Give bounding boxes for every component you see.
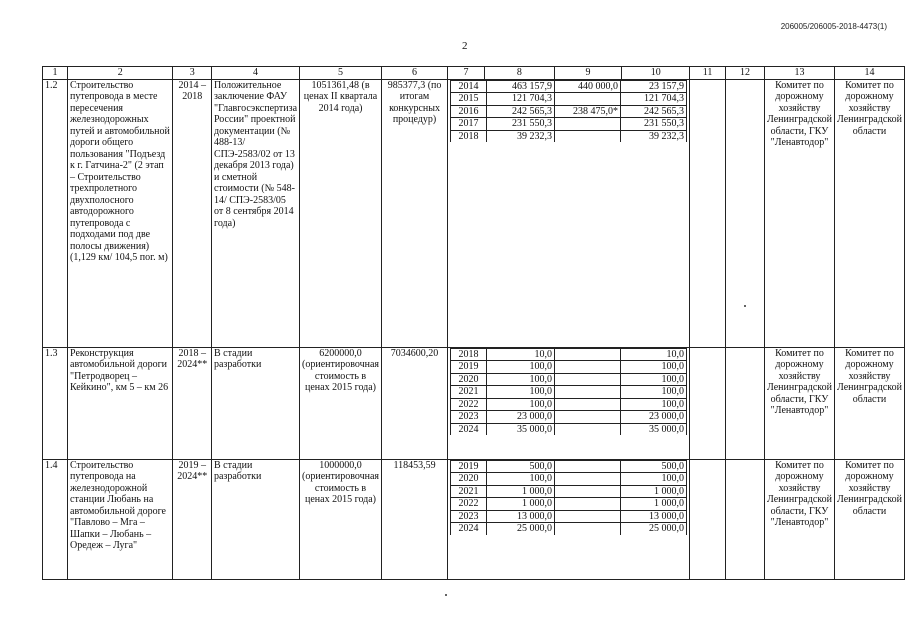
estimated-cost: 6200000,0 (ориентировочная стоимость в ценах 2015 года): [300, 347, 382, 459]
col-header: 2: [68, 67, 173, 80]
year-row: [451, 386, 687, 399]
federal-amount: [555, 485, 621, 498]
total-amount: 1 000,0: [487, 498, 555, 511]
regional-amount: 100,0: [621, 386, 687, 399]
scan-speck: [445, 594, 447, 596]
total-amount: 10,0: [487, 348, 555, 361]
object-name: Строительство путепровода в месте пересечения железнодорожных путей и автомобильной дороги общего пользования "Подъезд к г. Гатчина-2" (2 этап – Строительство трехпролетного двухполосного автодорожного путепровода с подходами под две полосы движения) (1,129 км/ 104,5 пог. м): [68, 79, 173, 347]
responsible-executor: Комитет по дорожному хозяйству Ленинградской области: [834, 79, 904, 347]
year-row: [451, 473, 687, 486]
year-cell: 2014: [451, 80, 487, 93]
total-amount: 100,0: [487, 398, 555, 411]
regional-amount: 100,0: [621, 398, 687, 411]
year-row: [451, 80, 687, 93]
year-cell: 2019: [451, 460, 487, 473]
estimated-cost: 1000000,0 (ориентировочная стоимость в ценах 2015 года): [300, 459, 382, 579]
state-customer: Комитет по дорожному хозяйству Ленинградской области, ГКУ "Ленавтодор": [764, 347, 834, 459]
year-cell: 2019: [451, 361, 487, 374]
total-amount: 25 000,0: [487, 523, 555, 535]
year-row: [451, 510, 687, 523]
col-header: 12: [726, 67, 765, 80]
yearly-financing: [448, 347, 690, 459]
col-header: 1: [43, 67, 68, 80]
estimated-cost: 1051361,48 (в ценах II квартала 2014 года): [300, 79, 382, 347]
implementation-period: 2019 – 2024**: [173, 459, 212, 579]
table-row: [43, 459, 905, 579]
contract-cost: 118453,59: [382, 459, 448, 579]
regional-amount: 121 704,3: [621, 93, 687, 106]
col-header: 9: [554, 67, 622, 80]
year-cell: 2024: [451, 523, 487, 535]
yearly-financing: [448, 459, 690, 579]
empty-cell: [690, 347, 726, 459]
state-customer: Комитет по дорожному хозяйству Ленинградской области, ГКУ "Ленавтодор": [764, 79, 834, 347]
federal-amount: [555, 348, 621, 361]
federal-amount: [555, 473, 621, 486]
empty-cell: [726, 459, 765, 579]
regional-amount: 500,0: [621, 460, 687, 473]
col-header: 10: [622, 67, 690, 80]
federal-amount: [555, 130, 621, 142]
federal-amount: 238 475,0*: [555, 105, 621, 118]
year-row: [451, 411, 687, 424]
row-number: 1.3: [43, 347, 68, 459]
federal-amount: [555, 373, 621, 386]
regional-amount: 23 000,0: [621, 411, 687, 424]
object-name: Строительство путепровода на железнодорожной станции Любань на автомобильной дороге "Павлово – Мга – Шапки – Любань – Оредеж – Луга": [68, 459, 173, 579]
year-row: [451, 93, 687, 106]
federal-amount: [555, 510, 621, 523]
col-header: 4: [211, 67, 299, 80]
design-status: В стадии разработки: [211, 347, 299, 459]
regional-amount: 242 565,3: [621, 105, 687, 118]
col-header: 11: [690, 67, 726, 80]
empty-cell: [690, 459, 726, 579]
total-amount: 39 232,3: [487, 130, 555, 142]
year-row: [451, 105, 687, 118]
year-cell: 2017: [451, 118, 487, 131]
object-name: Реконструкция автомобильной дороги "Петродворец – Кейкино", км 5 – км 26: [68, 347, 173, 459]
total-amount: 100,0: [487, 473, 555, 486]
regional-amount: 231 550,3: [621, 118, 687, 131]
col-header: 14: [834, 67, 904, 80]
state-customer: Комитет по дорожному хозяйству Ленинградской области, ГКУ "Ленавтодор": [764, 459, 834, 579]
year-row: [451, 118, 687, 131]
document-id: 206005/206005-2018-4473(1): [780, 22, 887, 31]
total-amount: 500,0: [487, 460, 555, 473]
total-amount: 100,0: [487, 361, 555, 374]
total-amount: 231 550,3: [487, 118, 555, 131]
page-number: 2: [462, 40, 468, 52]
regional-amount: 100,0: [621, 361, 687, 374]
year-cell: 2022: [451, 498, 487, 511]
federal-amount: [555, 498, 621, 511]
yearly-financing: [448, 79, 690, 347]
total-amount: 463 157,9: [487, 80, 555, 93]
year-cell: 2018: [451, 130, 487, 142]
table-row: [43, 79, 905, 347]
year-cell: 2023: [451, 411, 487, 424]
program-table: [42, 66, 905, 580]
federal-amount: [555, 460, 621, 473]
year-row: [451, 130, 687, 142]
implementation-period: 2018 – 2024**: [173, 347, 212, 459]
federal-amount: [555, 361, 621, 374]
col-header: 6: [382, 67, 448, 80]
year-cell: 2021: [451, 485, 487, 498]
contract-cost: 985377,3 (по итогам конкурсных процедур): [382, 79, 448, 347]
regional-amount: 35 000,0: [621, 423, 687, 435]
year-row: [451, 423, 687, 435]
year-cell: 2021: [451, 386, 487, 399]
federal-amount: [555, 118, 621, 131]
total-amount: 23 000,0: [487, 411, 555, 424]
responsible-executor: Комитет по дорожному хозяйству Ленинградской области: [834, 347, 904, 459]
col-header: 5: [300, 67, 382, 80]
federal-amount: [555, 411, 621, 424]
row-number: 1.2: [43, 79, 68, 347]
year-row: [451, 523, 687, 535]
year-row: [451, 361, 687, 374]
year-cell: 2015: [451, 93, 487, 106]
row-number: 1.4: [43, 459, 68, 579]
col-header: 3: [173, 67, 212, 80]
federal-amount: [555, 523, 621, 535]
regional-amount: 10,0: [621, 348, 687, 361]
year-cell: 2020: [451, 373, 487, 386]
regional-amount: 100,0: [621, 373, 687, 386]
total-amount: 100,0: [487, 373, 555, 386]
design-status: В стадии разработки: [211, 459, 299, 579]
regional-amount: 13 000,0: [621, 510, 687, 523]
table-row: [43, 347, 905, 459]
regional-amount: 39 232,3: [621, 130, 687, 142]
empty-cell: [726, 347, 765, 459]
total-amount: 35 000,0: [487, 423, 555, 435]
regional-amount: 25 000,0: [621, 523, 687, 535]
year-cell: 2016: [451, 105, 487, 118]
implementation-period: 2014 – 2018: [173, 79, 212, 347]
col-header: 7: [448, 67, 485, 80]
design-status: Положительное заключение ФАУ "Главгосэкспертиза России" проектной документации (№ 488-13/ СПЭ-2583/02 от 13 декабря 2013 года) и сметной стоимости (№ 548-14/ СПЭ-2583/05 от 8 сентября 2014 года): [211, 79, 299, 347]
year-row: [451, 485, 687, 498]
regional-amount: 23 157,9: [621, 80, 687, 93]
regional-amount: 100,0: [621, 473, 687, 486]
federal-amount: [555, 398, 621, 411]
column-number-row: [43, 67, 905, 80]
year-cell: 2023: [451, 510, 487, 523]
year-row: [451, 460, 687, 473]
federal-amount: [555, 423, 621, 435]
year-cell: 2018: [451, 348, 487, 361]
col-header: 8: [484, 67, 554, 80]
year-row: [451, 398, 687, 411]
total-amount: 242 565,3: [487, 105, 555, 118]
year-row: [451, 373, 687, 386]
year-cell: 2022: [451, 398, 487, 411]
year-cell: 2024: [451, 423, 487, 435]
year-cell: 2020: [451, 473, 487, 486]
federal-amount: [555, 93, 621, 106]
regional-amount: 1 000,0: [621, 498, 687, 511]
responsible-executor: Комитет по дорожному хозяйству Ленинградской области: [834, 459, 904, 579]
total-amount: 121 704,3: [487, 93, 555, 106]
total-amount: 100,0: [487, 386, 555, 399]
year-row: [451, 498, 687, 511]
total-amount: 13 000,0: [487, 510, 555, 523]
federal-amount: 440 000,0: [555, 80, 621, 93]
scan-speck: [744, 305, 746, 307]
col-header: 13: [764, 67, 834, 80]
federal-amount: [555, 386, 621, 399]
regional-amount: 1 000,0: [621, 485, 687, 498]
total-amount: 1 000,0: [487, 485, 555, 498]
year-row: [451, 348, 687, 361]
contract-cost: 7034600,20: [382, 347, 448, 459]
empty-cell: [690, 79, 726, 347]
